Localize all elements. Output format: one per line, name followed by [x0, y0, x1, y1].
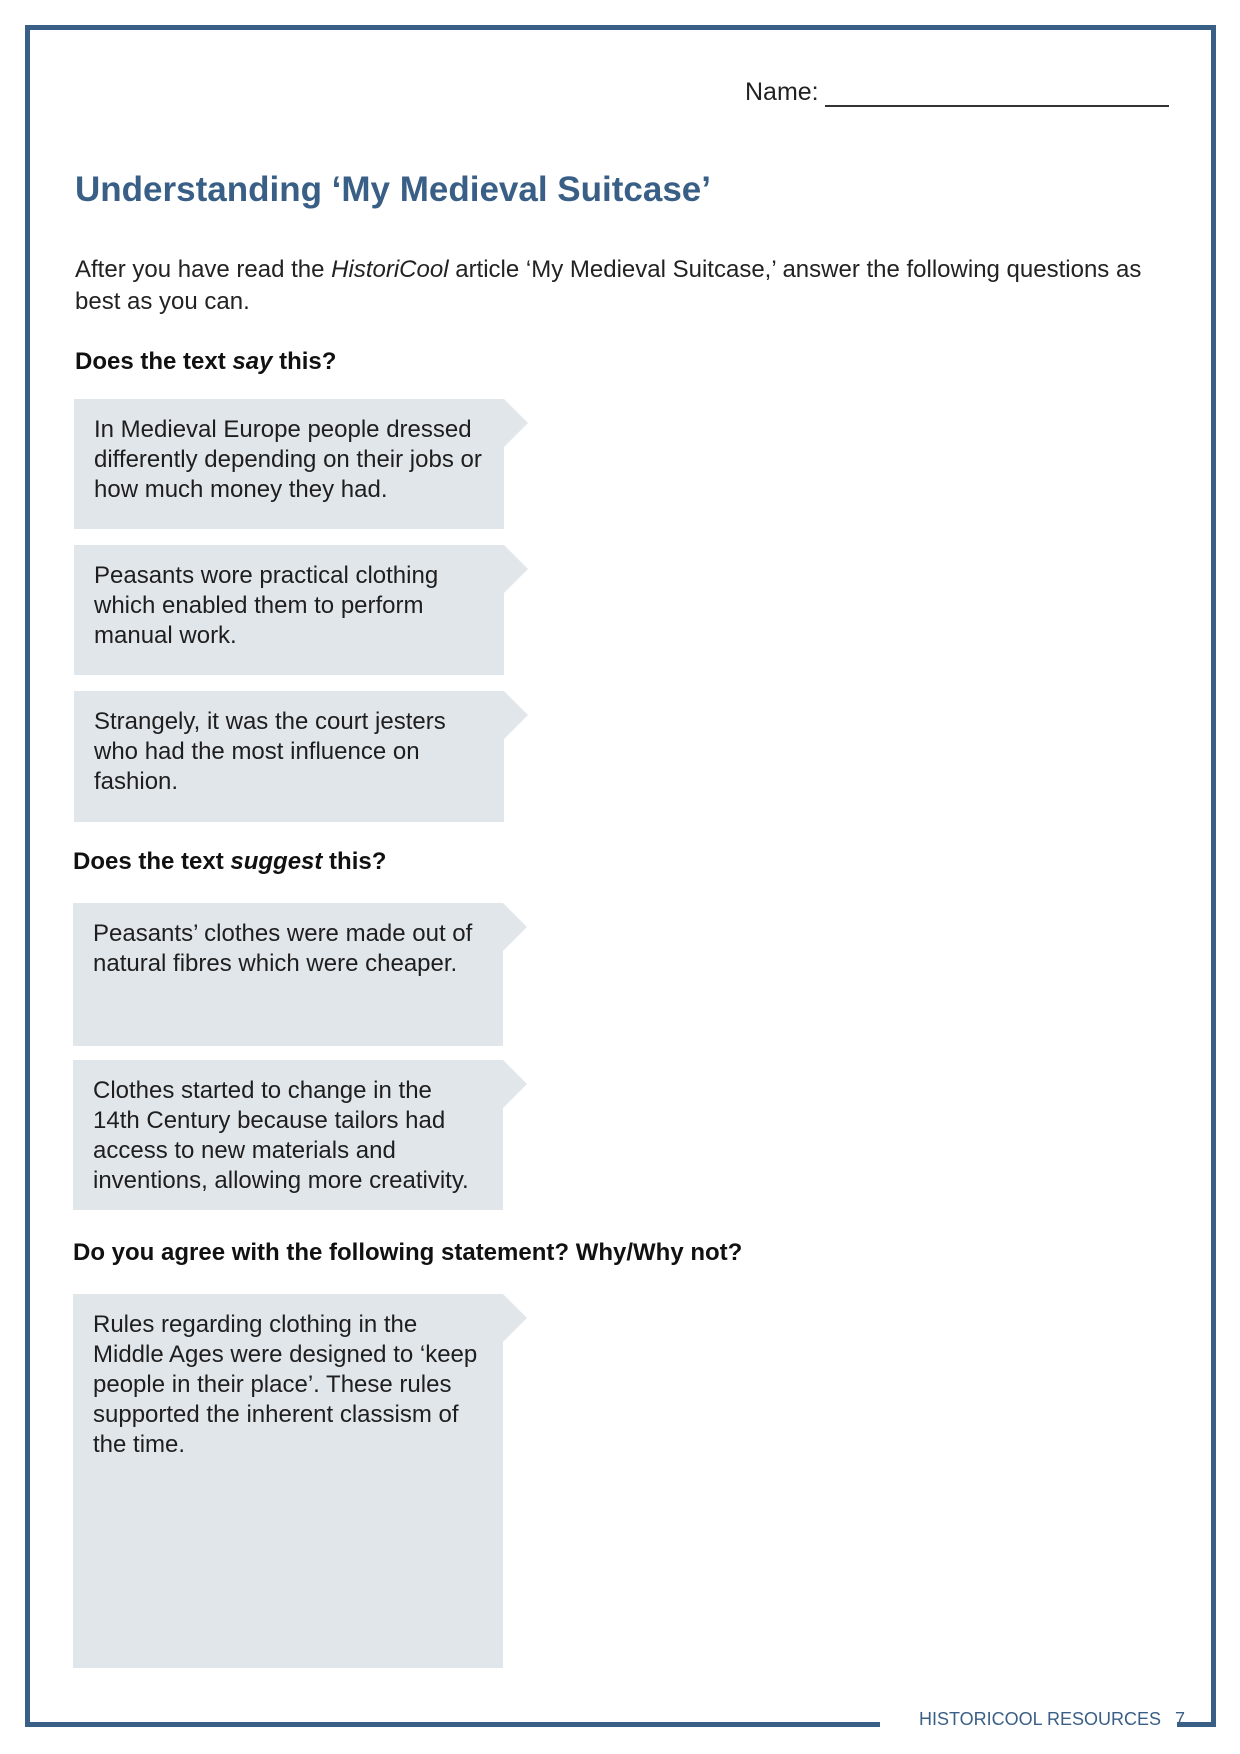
intro-italic: HistoriCool — [331, 256, 449, 283]
intro-after: article ‘My Medieval Suitcase,’ answer the following questions as best as you can. — [75, 256, 1142, 315]
page-title: Understanding ‘My Medieval Suitcase’ — [75, 170, 711, 209]
heading-suggest-before: Does the text — [73, 848, 231, 875]
footer-label: HISTORICOOL RESOURCES — [919, 1709, 1162, 1729]
page-border-bottom-left — [25, 1722, 880, 1727]
heading-suggest — [73, 848, 386, 876]
intro-text — [75, 254, 1165, 318]
heading-say-before: Does the text — [75, 348, 233, 375]
heading-suggest-emph: suggest — [230, 848, 323, 875]
heading-say-emph: say — [232, 348, 273, 375]
statement-card: Rules regarding clothing in the Middle Ages were designed to ‘keep people in their place’. These rules supported the inherent classism of the time. — [73, 1294, 503, 1668]
statement-card: Strangely, it was the court jesters who had the most influence on fashion. — [74, 691, 504, 822]
statement-card: In Medieval Europe people dressed differently depending on their jobs or how much money they had. — [74, 399, 504, 529]
heading-agree: Do you agree with the following statement? Why/Why not? — [73, 1239, 743, 1266]
statement-card: Peasants wore practical clothing which enabled them to perform manual work. — [74, 545, 504, 675]
footer — [919, 1709, 1185, 1730]
page-number: 7 — [1175, 1709, 1186, 1729]
heading-say — [75, 348, 336, 376]
intro-before: After you have read the — [75, 256, 332, 283]
name-field[interactable] — [745, 78, 1169, 107]
name-input-line[interactable] — [825, 81, 1169, 107]
heading-say-after: this? — [272, 348, 337, 375]
heading-suggest-after: this? — [322, 848, 387, 875]
name-label: Name: — [745, 78, 819, 106]
statement-card: Peasants’ clothes were made out of natural fibres which were cheaper. — [73, 903, 503, 1046]
statement-card: Clothes started to change in the 14th Century because tailors had access to new materials and inventions, allowing more creativity. — [73, 1060, 503, 1210]
